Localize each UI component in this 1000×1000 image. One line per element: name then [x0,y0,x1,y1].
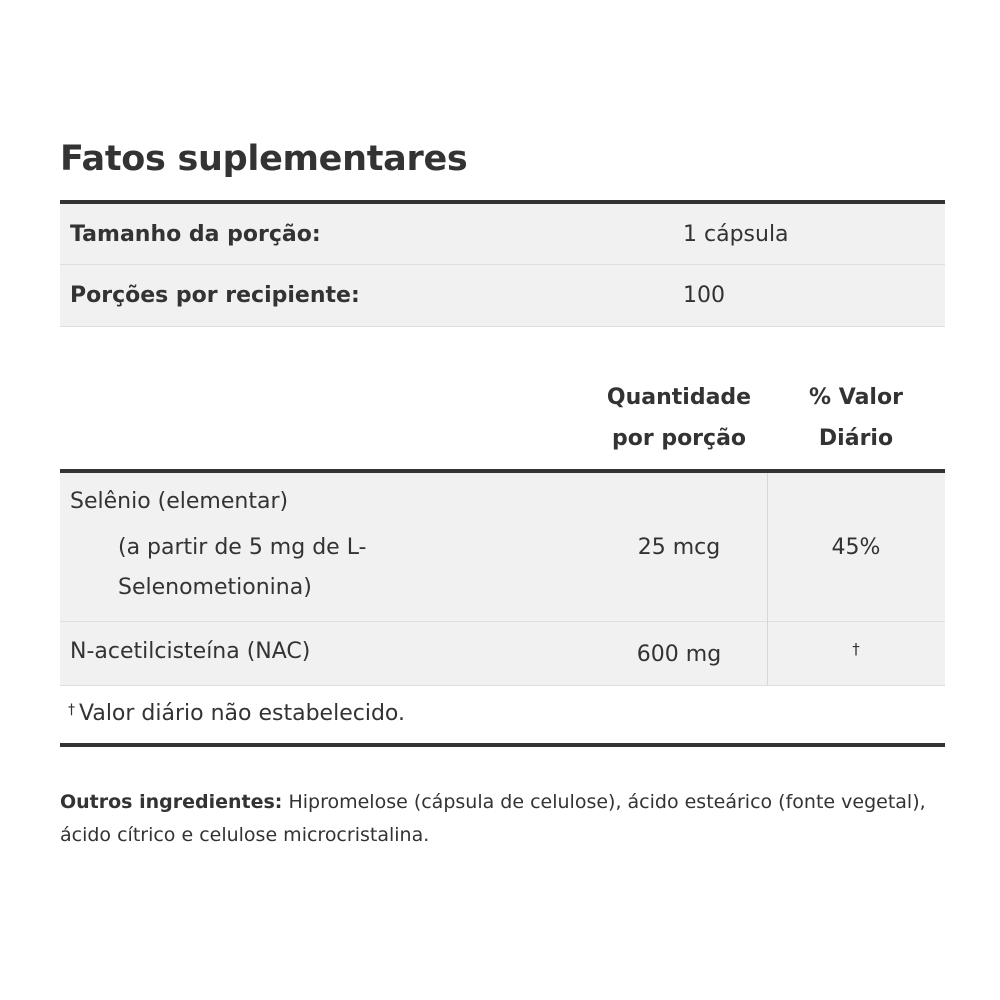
nutrient-row-divider [60,685,945,686]
column-header-amount-line1: Quantidade [606,385,752,410]
footnote-text: Valor diário não estabelecido. [79,701,405,726]
other-ingredients-label: Outros ingredientes: [60,791,283,813]
column-header-daily-value-line2: Diário [818,426,894,451]
nutrient-name-line3: Selenometionina) [118,575,312,600]
footnote-dagger: † [68,702,75,718]
servings-per-container-value: 100 [683,283,725,308]
serving-bottom-divider [60,326,945,327]
footnote [68,701,405,726]
page-title: Fatos suplementares [60,139,468,179]
serving-size-label: Tamanho da porção: [70,222,321,247]
nutrient-name-line2: (a partir de 5 mg de L- [118,535,367,560]
nutrient-amount: 600 mg [636,642,722,667]
serving-size-value: 1 cápsula [683,222,789,247]
column-header-amount-line2: por porção [611,426,747,451]
nutrient-daily-value: 45% [831,535,881,560]
other-ingredients [60,786,950,852]
column-header-daily-value-line1: % Valor [809,385,903,410]
nutrient-name-line1: N-acetilcisteína (NAC) [70,639,311,664]
other-ingredients-text: Hipromelose (cápsula de celulose), ácido esteárico (fonte vegetal), ácido cítrico e celulose microcristalina. [60,791,926,846]
nutrient-bottom-rule [60,743,945,747]
nutrient-amount: 25 mcg [637,535,721,560]
servings-per-container-label: Porções por recipiente: [70,283,360,308]
nutrient-name-line1: Selênio (elementar) [70,489,289,514]
nutrient-daily-value: † [852,640,860,658]
